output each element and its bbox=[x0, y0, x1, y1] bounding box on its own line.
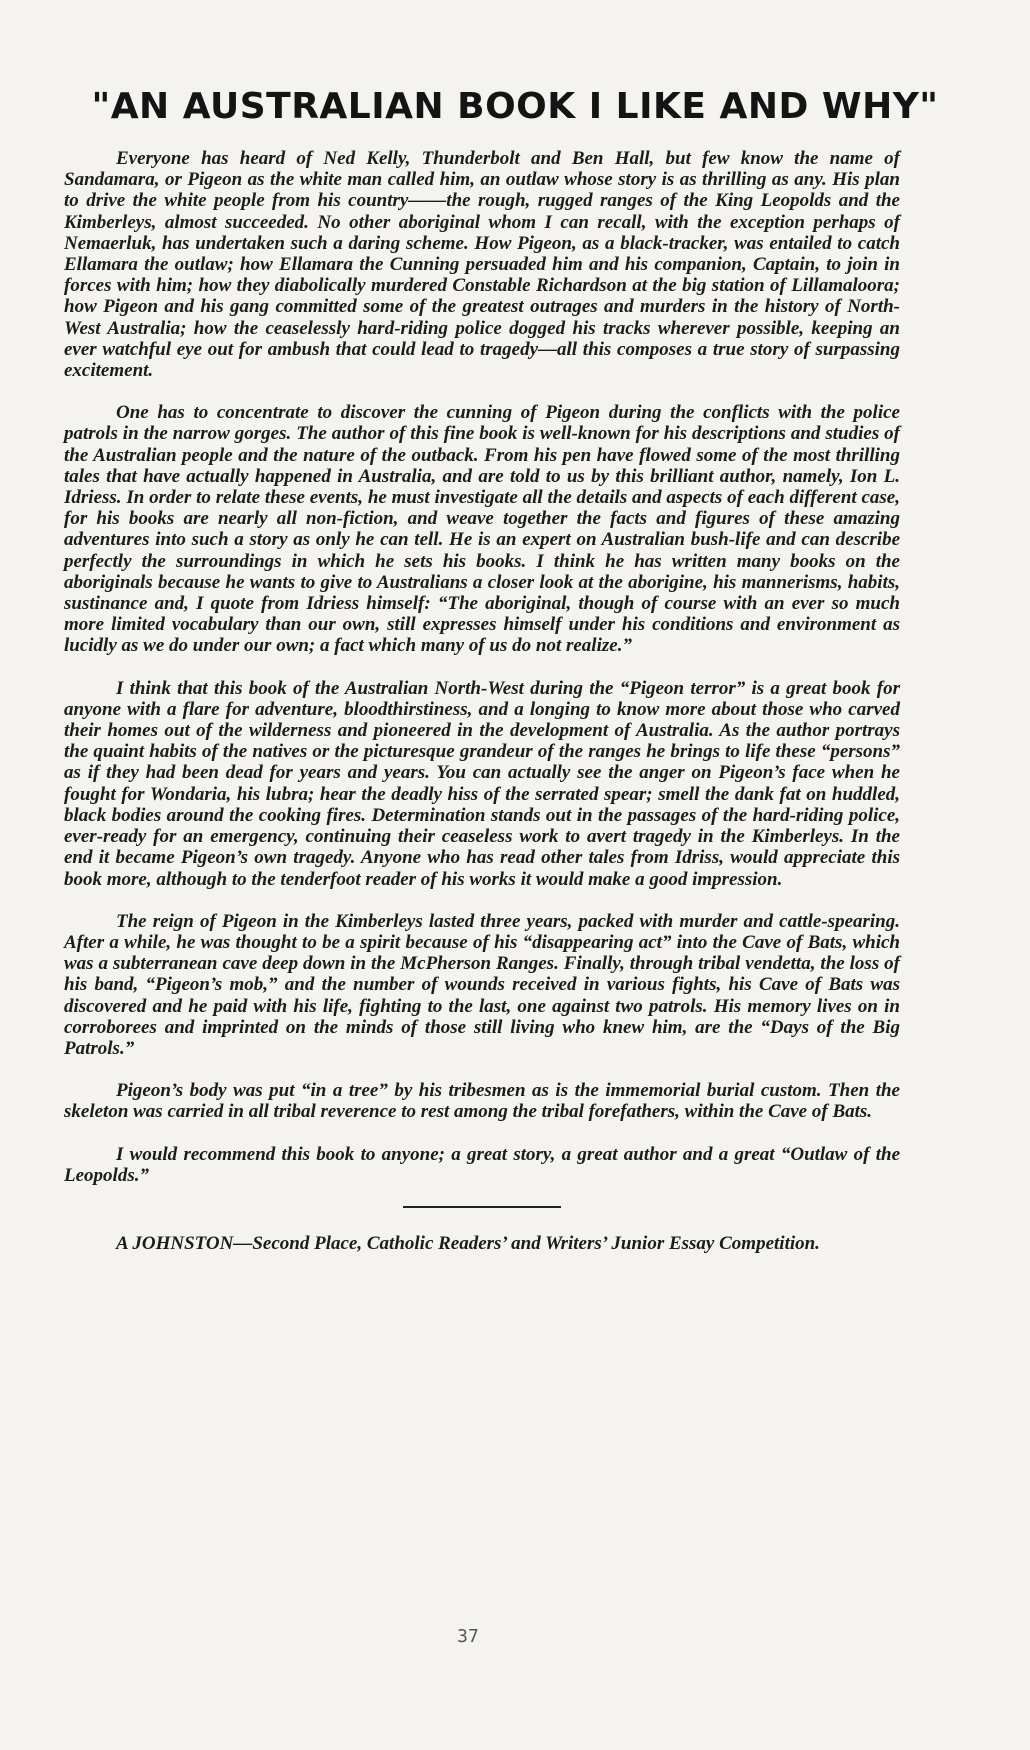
article-body bbox=[64, 148, 900, 1275]
paragraph-6: I would recommend this book to anyone; a great story, a great author and a great “Outlaw of the Leopolds.” bbox=[64, 1143, 900, 1186]
author-signature: A JOHNSTON—Second Place, Catholic Readers’ and Writers’ Junior Essay Competition. bbox=[116, 1232, 820, 1254]
paragraph-3: I think that this book of the Australian North-West during the “Pigeon terror” is a great book for anyone with a flare for adventure, bloodthirstiness, and a longing to know more about those who carved their homes out of the wilderness and pioneered in the development of Australia. As the author portrays the quaint habits of the natives or the picturesque grandeur of the ranges he brings to life these “persons” as if they had been dead for years and years. You can actually see the anger on Pigeon’s face when he fought for Wondaria, his lubra; hear the deadly hiss of the serrated spear; smell the dank fat on huddled, black bodies around the cooking fires. Determination stands out in the passages of the hard-riding police, ever-ready for an emergency, continuing their ceaseless work to avert tragedy in the Kimberleys. In the end it became Pigeon’s own tragedy. Anyone who has read other tales from Idriss, would appreciate this book more, although to the tenderfoot reader of his works it would make a good impression. bbox=[64, 677, 900, 890]
divider-rule bbox=[403, 1206, 561, 1208]
paragraph-1: Everyone has heard of Ned Kelly, Thunderbolt and Ben Hall, but few know the name of Sandamara, or Pigeon as the white man called him, an outlaw whose story is as thrilling as any. His plan to drive the white people from his country——the rough, rugged ranges of the King Leopolds and the Kimberleys, almost succeeded. No other aboriginal whom I can recall, with the exception perhaps of Nemaerluk, has undertaken such a daring scheme. How Pigeon, as a black-tracker, was entailed to catch Ellamara the outlaw; how Ellamara the Cunning persuaded him and his companion, Captain, to join in forces with him; how they diabolically murdered Constable Richardson at the big station of Lillamaloora; how Pigeon and his gang committed some of the greatest outrages and murders in the history of North-West Australia; how the ceaselessly hard-riding police dogged his tracks wherever possible, keeping an ever watchful eye out for ambush that could lead to tragedy—all this composes a true story of surpassing excitement. bbox=[64, 148, 900, 382]
paragraph-4: The reign of Pigeon in the Kimberleys lasted three years, packed with murder and cattle-spearing. After a while, he was thought to be a spirit because of his “disappearing act” into the Cave of Bats, which was a subterranean cave deep down in the McPherson Ranges. Finally, through tribal vendetta, the loss of his band, “Pigeon’s mob,” and the number of wounds received in various fights, his Cave of Bats was discovered and he paid with his life, fighting to the last, one against two patrols. His memory lives on in corroborees and imprinted on the minds of those still living who knew him, are the “Days of the Big Patrols.” bbox=[64, 910, 900, 1059]
article-title: "AN AUSTRALIAN BOOK I LIKE AND WHY" bbox=[91, 86, 939, 127]
paragraph-5: Pigeon’s body was put “in a tree” by his tribesmen as is the immemorial burial custom. Then the skeleton was carried in all tribal reverence to rest among the tribal forefathers, within the Cave of Bats. bbox=[64, 1080, 900, 1123]
paragraph-2: One has to concentrate to discover the cunning of Pigeon during the conflicts with the police patrols in the narrow gorges. The author of this fine book is well-known for his descriptions and studies of the Australian people and the nature of the outback. From his pen have flowed some of the most thrilling tales that have actually happened in Australia, and are told to us by this brilliant author, namely, Ion L. Idriess. In order to relate these events, he must investigate all the details and aspects of each different case, for his books are nearly all non-fiction, and weave together the facts and figures of these amazing adventures into such a story as only he can tell. He is an expert on Australian bush-life and can describe perfectly the surroundings in which he sets his books. I think he has written many books on the aboriginals because he wants to give to Australians a closer look at the aborigine, his mannerisms, habits, sustinance and, I quote from Idriess himself: “The aboriginal, though of course with an ever so much more limited vocabulary than our own, still expresses himself under his conditions and environment as lucidly as we do under our own; a fact which many of us do not realize.” bbox=[64, 402, 900, 657]
page-number: 37 bbox=[457, 1626, 479, 1647]
